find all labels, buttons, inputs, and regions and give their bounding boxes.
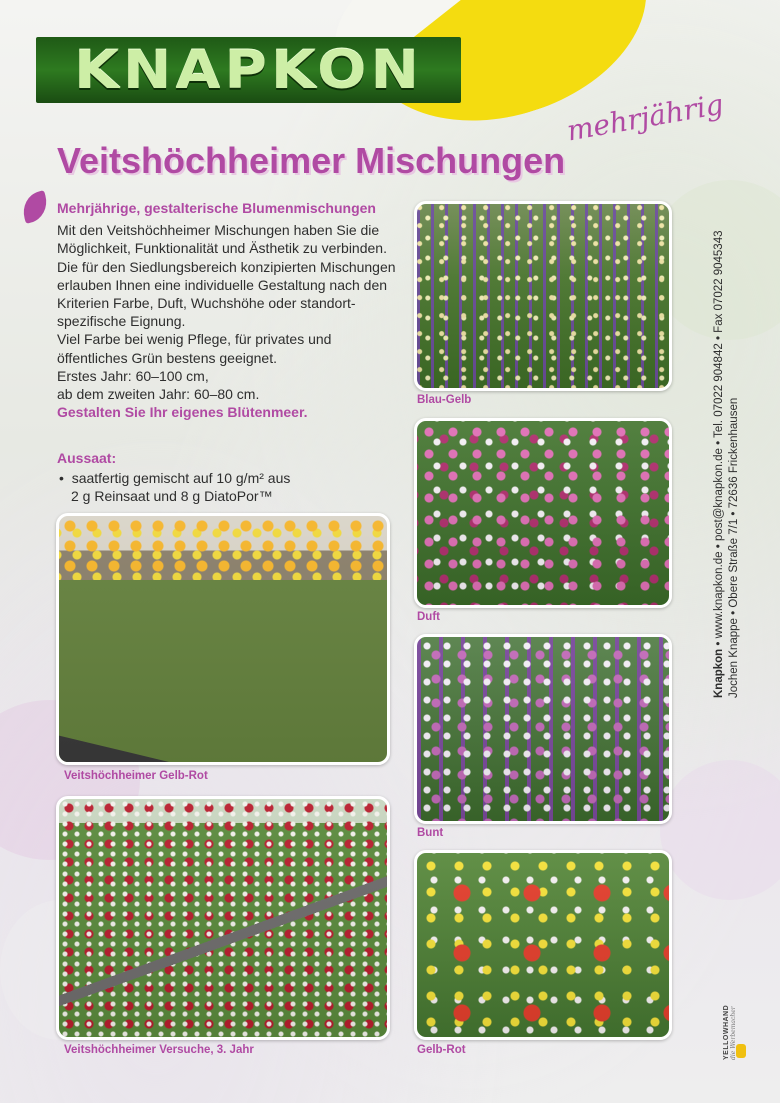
logo-wordmark: KNAPKON bbox=[73, 39, 424, 101]
contact-city: 72636 Frickenhausen bbox=[728, 397, 740, 509]
contact-phone: Tel. 07022 904842 bbox=[713, 343, 725, 438]
petal-icon bbox=[19, 190, 51, 224]
contact-website[interactable]: www.knapkon.de bbox=[713, 551, 725, 639]
caption-gelb-rot: Gelb-Rot bbox=[417, 1044, 466, 1056]
photo-veitshoechheimer-gelb-rot bbox=[56, 513, 390, 765]
contact-line-2: Jochen Knappe • Obere Straße 7/1 • 72636 Frickenhausen bbox=[728, 397, 740, 698]
photo-veitshoechheimer-versuche bbox=[56, 796, 390, 1040]
intro-paragraph: Mit den Veitshöchheimer Mischungen haben Sie die Möglichkeit, Funktionalität und Ästhetik zu verbinden. bbox=[57, 222, 387, 257]
page-title: Veitshöchheimer Mischungen bbox=[57, 140, 566, 181]
bullet-marker: • bbox=[59, 470, 64, 486]
intro-call-to-action: Gestalten Sie Ihr eigenes Blütenmeer. bbox=[57, 404, 308, 421]
contact-fax: Fax 07022 9045343 bbox=[713, 230, 725, 333]
caption-blau-gelb: Blau-Gelb bbox=[417, 394, 472, 406]
sowing-block bbox=[57, 449, 387, 505]
agency-claim: die Werbemacher bbox=[730, 1006, 737, 1060]
height-second-year: ab dem zweiten Jahr: 60–80 cm. bbox=[57, 386, 260, 403]
contact-line-1: Knapkon • www.knapkon.de • post@knapkon.de • Tel. 07022 904842 • Fax 07022 9045343 bbox=[713, 230, 725, 698]
photo-bunt bbox=[414, 634, 672, 824]
contact-company: Knapkon bbox=[713, 648, 725, 698]
contact-info bbox=[712, 226, 758, 698]
photo-blau-gelb bbox=[414, 201, 672, 391]
photo-duft bbox=[414, 418, 672, 608]
sowing-line: 2 g Reinsaat und 8 g DiatoPor™ bbox=[71, 488, 273, 504]
intro-paragraph: Die für den Siedlungsbereich konzipierten Mischungen erlauben Ihnen eine individuelle Gestaltung nach den Kriterien Farbe, Duft, Wuchshöhe oder standort-spezifische Eignung. bbox=[57, 258, 396, 330]
sowing-heading: Aussaat: bbox=[57, 450, 117, 466]
caption-duft: Duft bbox=[417, 611, 440, 623]
caption-veitshoechheimer-versuche: Veitshöchheimer Versuche, 3. Jahr bbox=[64, 1044, 254, 1056]
height-first-year: Erstes Jahr: 60–100 cm, bbox=[57, 367, 209, 384]
intro-subtitle: Mehrjährige, gestalterische Blumenmischungen bbox=[57, 200, 376, 216]
agency-name: YELLOWHAND bbox=[723, 1004, 730, 1060]
caption-bunt: Bunt bbox=[417, 827, 444, 839]
perennial-tag: mehrjährig bbox=[564, 87, 726, 148]
contact-email[interactable]: post@knapkon.de bbox=[713, 448, 725, 541]
contact-street: Obere Straße 7/1 bbox=[728, 518, 740, 608]
intro-paragraph: Viel Farbe bei wenig Pflege, für privates und öffentliches Grün bestens geeignet. bbox=[57, 331, 332, 366]
agency-credit bbox=[723, 980, 747, 1060]
sowing-bullet-continued bbox=[57, 487, 387, 505]
photo-gelb-rot bbox=[414, 850, 672, 1040]
background-flower-blur bbox=[660, 760, 780, 900]
intro-block bbox=[57, 199, 397, 421]
sowing-line: saatfertig gemischt auf 10 g/m² aus bbox=[71, 470, 291, 486]
contact-person: Jochen Knappe bbox=[728, 618, 740, 698]
sowing-bullet bbox=[57, 469, 387, 487]
caption-veitshoechheimer-gelb-rot: Veitshöchheimer Gelb-Rot bbox=[64, 770, 208, 782]
